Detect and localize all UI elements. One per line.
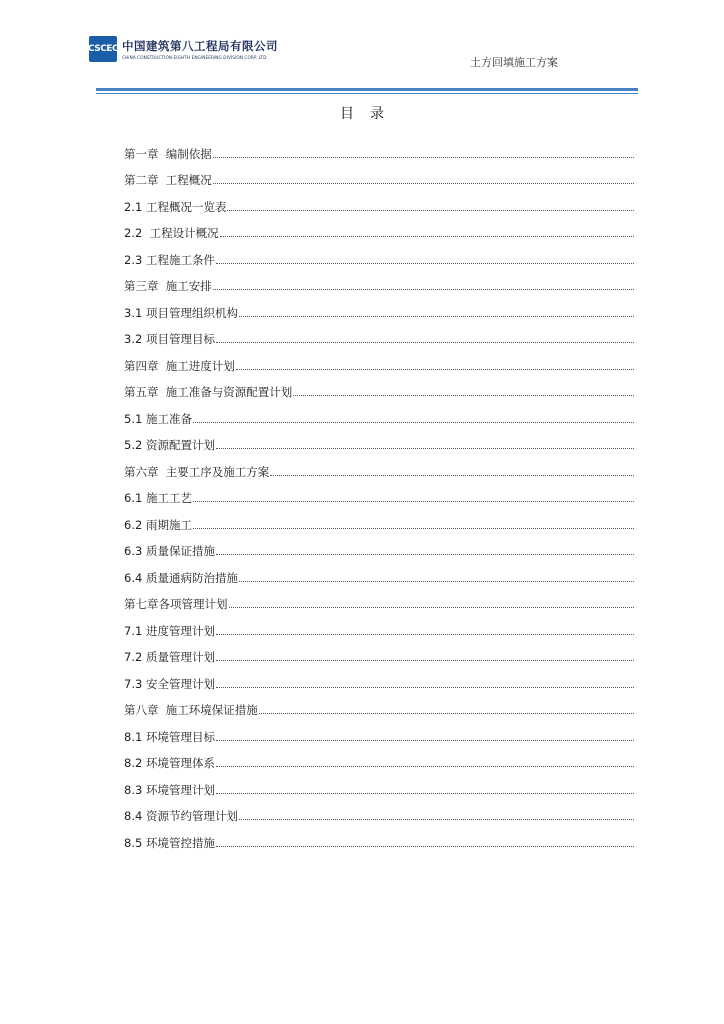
toc-leader-dots [213,288,634,290]
toc-leader-dots [270,474,634,476]
toc-entry[interactable] [124,321,634,348]
toc-leader-dots [216,341,634,343]
toc-leader-dots [259,712,634,714]
toc-entry[interactable] [124,400,634,427]
toc-leader-dots [216,765,634,767]
toc-entry-label: 第五章 施工准备与资源配置计划 [124,385,293,399]
toc-entry-label: 第六章 主要工序及施工方案 [124,464,270,479]
table-of-contents [124,135,634,851]
toc-entry-label: 第三章 施工安排 [124,279,212,293]
company-name-en: CHINA CONSTRUCTION EIGHTH ENGINEERING DIVISION CORP. LTD [122,55,267,60]
toc-entry-label: 第二章 工程概况 [124,173,212,187]
toc-entry-label: 第一章 编制依据 [124,146,212,161]
toc-entry[interactable] [124,798,634,825]
toc-leader-dots [216,792,634,794]
toc-leader-dots [239,818,634,820]
toc-entry-label: 3.1 项目管理组织机构 [124,305,238,320]
toc-entry-label: 6.4 质量通病防治措施 [124,570,238,585]
company-name-cn: 中国建筑第八工程局有限公司 [122,39,278,53]
toc-entry-label: 8.5 环境管控措施 [124,835,215,850]
toc-entry[interactable] [124,824,634,851]
toc-leader-dots [193,421,634,423]
logo-mark: CSCEC [87,44,119,54]
document-title: 土方回填施工方案 [470,56,558,69]
toc-leader-dots [229,606,635,608]
toc-entry[interactable] [124,692,634,719]
toc-leader-dots [216,553,634,555]
toc-entry[interactable] [124,559,634,586]
toc-entry[interactable] [124,586,634,613]
toc-entry[interactable] [124,268,634,295]
toc-entry[interactable] [124,427,634,454]
toc-leader-dots [239,580,634,582]
toc-leader-dots [216,845,634,847]
toc-leader-dots [213,182,634,184]
toc-entry-label: 6.1 施工工艺 [124,491,192,505]
toc-entry[interactable] [124,480,634,507]
toc-entry[interactable] [124,294,634,321]
toc-entry[interactable] [124,533,634,560]
toc-entry-label: 8.2 环境管理体系 [124,756,215,770]
toc-leader-dots [213,156,634,158]
toc-entry-label: 2.2 工程设计概况 [124,226,219,240]
toc-leader-dots [216,262,634,264]
page-header [0,0,724,100]
toc-entry[interactable] [124,453,634,480]
toc-entry-label: 5.1 施工准备 [124,411,192,426]
toc-entry-label: 6.2 雨期施工 [124,517,192,532]
toc-entry[interactable] [124,639,634,666]
toc-entry-label: 8.1 环境管理目标 [124,729,215,744]
toc-leader-dots [216,447,634,449]
toc-entry[interactable] [124,135,634,162]
toc-entry-label: 2.3 工程施工条件 [124,252,215,267]
toc-entry[interactable] [124,506,634,533]
toc-entry-label: 3.2 项目管理目标 [124,332,215,346]
toc-entry-label: 7.2 质量管理计划 [124,650,215,664]
toc-leader-dots [216,659,634,661]
toc-entry[interactable] [124,241,634,268]
toc-title: 目录 [340,106,400,122]
header-rule-thick [96,88,638,91]
toc-entry[interactable] [124,612,634,639]
toc-entry[interactable] [124,745,634,772]
toc-leader-dots [216,633,634,635]
toc-entry[interactable] [124,188,634,215]
toc-leader-dots [293,394,634,396]
toc-entry[interactable] [124,771,634,798]
toc-leader-dots [239,315,634,317]
toc-entry-label: 第八章 施工环境保证措施 [124,703,258,717]
toc-entry[interactable] [124,162,634,189]
company-logo [89,36,117,62]
toc-entry[interactable] [124,718,634,745]
header-rule-thin [96,93,638,94]
toc-entry-label: 第四章 施工进度计划 [124,358,235,373]
toc-leader-dots [193,500,634,502]
toc-entry-label: 6.3 质量保证措施 [124,544,215,558]
toc-leader-dots [227,209,634,211]
toc-entry-label: 5.2 资源配置计划 [124,438,215,452]
toc-leader-dots [220,235,634,237]
toc-entry[interactable] [124,347,634,374]
toc-entry[interactable] [124,665,634,692]
toc-entry-label: 2.1 工程概况一览表 [124,199,227,214]
toc-entry[interactable] [124,374,634,401]
toc-entry-label: 7.1 进度管理计划 [124,623,215,638]
toc-entry[interactable] [124,215,634,242]
toc-leader-dots [236,368,634,370]
toc-entry-label: 第七章各项管理计划 [124,597,228,611]
toc-entry-label: 8.4 资源节约管理计划 [124,809,238,823]
toc-entry-label: 7.3 安全管理计划 [124,676,215,691]
toc-leader-dots [216,686,634,688]
toc-leader-dots [216,739,634,741]
toc-entry-label: 8.3 环境管理计划 [124,782,215,797]
toc-leader-dots [193,527,634,529]
